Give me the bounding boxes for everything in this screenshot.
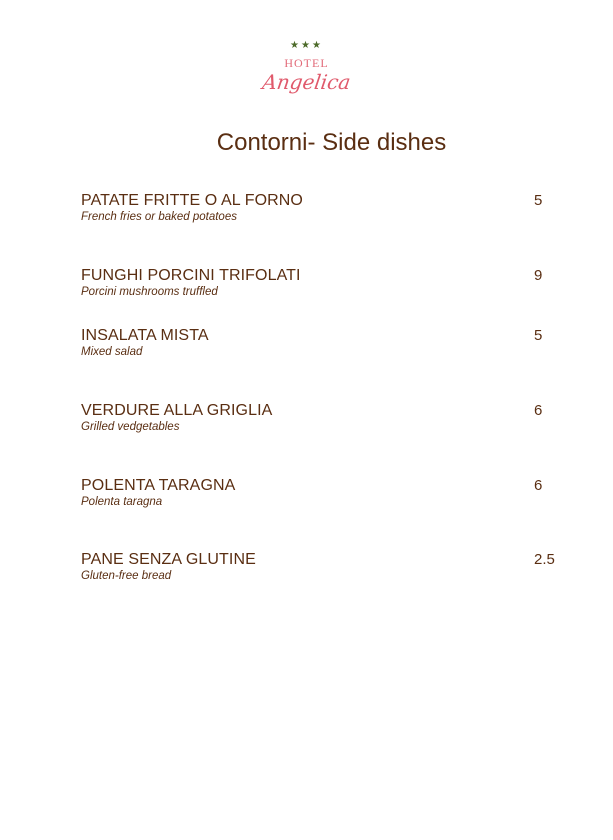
menu-item-name: PATATE FRITTE O AL FORNO (81, 192, 303, 209)
menu-item-polenta (81, 477, 561, 510)
menu-item-patate (81, 192, 561, 225)
menu-item-description: Porcini mushrooms truffled (81, 286, 218, 298)
menu-item-price: 6 (534, 477, 543, 494)
menu-item-price: 9 (534, 267, 543, 284)
logo-script-name: Angelica (260, 70, 353, 94)
menu-item-funghi (81, 267, 561, 300)
menu-item-price: 5 (534, 192, 543, 209)
menu-item-price: 2.5 (534, 551, 555, 568)
page-title: Contorni- Side dishes (216, 129, 447, 156)
hotel-logo (0, 40, 613, 93)
menu-item-name: FUNGHI PORCINI TRIFOLATI (81, 267, 301, 284)
logo-hotel-word: HOTEL (284, 56, 329, 70)
menu-item-description: Gluten-free bread (81, 570, 172, 582)
menu-item-price: 6 (534, 402, 543, 419)
menu-item-name: POLENTA TARAGNA (81, 477, 236, 494)
menu-item-insalata (81, 327, 561, 360)
rating-stars: ★★★ (290, 40, 323, 51)
menu-item-description: French fries or baked potatoes (81, 211, 237, 223)
menu-item-name: VERDURE ALLA GRIGLIA (81, 402, 273, 419)
menu-item-name: PANE SENZA GLUTINE (81, 551, 256, 568)
menu-item-price: 5 (534, 327, 543, 344)
menu-item-description: Grilled vedgetables (81, 421, 180, 433)
menu-item-name: INSALATA MISTA (81, 327, 209, 344)
menu-item-description: Polenta taragna (81, 496, 163, 508)
menu-item-description: Mixed salad (81, 346, 143, 358)
menu-item-verdure (81, 402, 561, 435)
menu-item-pane (81, 551, 561, 584)
